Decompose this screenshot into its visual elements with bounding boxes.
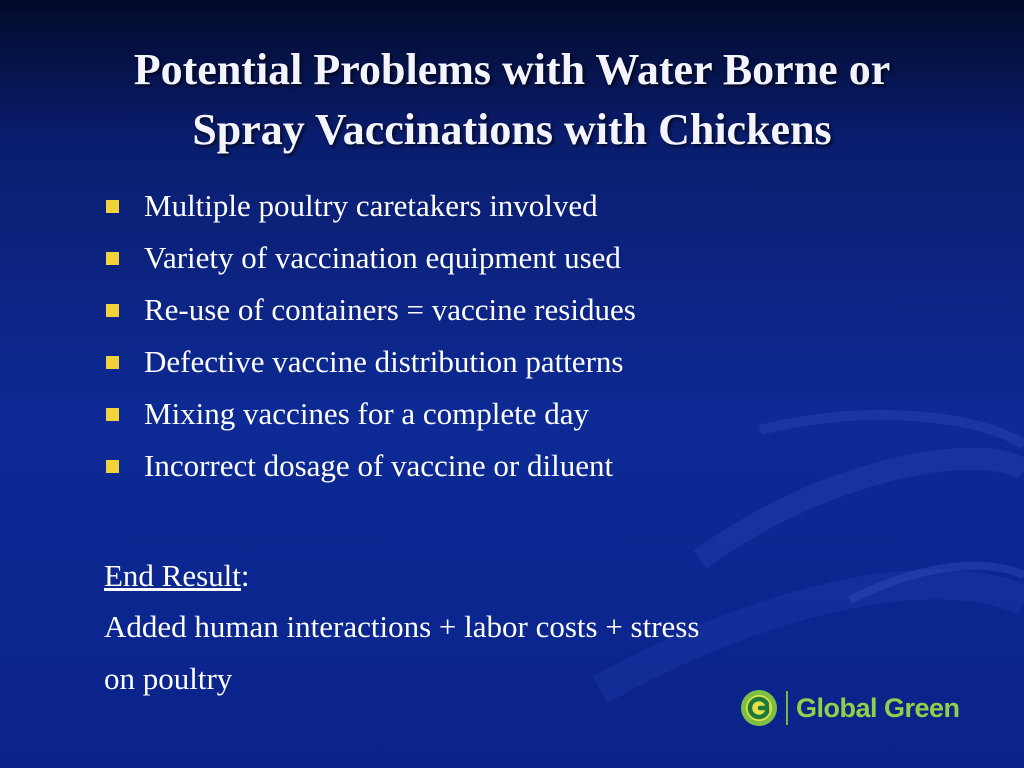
bullet-list [104, 180, 984, 492]
bullet-item [104, 440, 984, 492]
bullet-item [104, 336, 984, 388]
title-line-1: Potential Problems with Water Borne or [133, 45, 891, 94]
end-result-line-2: on poultry [104, 661, 233, 696]
square-bullet-icon [106, 252, 119, 265]
logo-divider [786, 691, 788, 725]
bullet-item [104, 180, 984, 232]
bullet-text: Incorrect dosage of vaccine or diluent [144, 448, 614, 483]
end-result-line-1: Added human interactions + labor costs + stress [104, 609, 700, 644]
square-bullet-icon [106, 304, 119, 317]
square-bullet-icon [106, 200, 119, 213]
bullet-text: Mixing vaccines for a complete day [144, 396, 590, 431]
end-result-colon: : [240, 558, 250, 593]
square-bullet-icon [106, 356, 119, 369]
square-bullet-icon [106, 408, 119, 421]
bullet-text: Defective vaccine distribution patterns [144, 344, 624, 379]
bullet-text: Re-use of containers = vaccine residues [144, 292, 636, 327]
global-green-logo [740, 688, 960, 728]
bullet-text: Multiple poultry caretakers involved [144, 188, 598, 223]
bullet-item [104, 388, 984, 440]
square-bullet-icon [106, 460, 119, 473]
title-line-2: Spray Vaccinations with Chickens [192, 105, 832, 154]
bullet-item [104, 284, 984, 336]
bullet-text: Variety of vaccination equipment used [144, 240, 621, 275]
end-result-heading [104, 550, 250, 602]
logo-text: Global Green [796, 692, 960, 723]
bullet-item [104, 232, 984, 284]
slide-title [40, 40, 984, 160]
end-result-label: End Result [104, 558, 241, 593]
global-green-logo-icon [740, 689, 778, 727]
